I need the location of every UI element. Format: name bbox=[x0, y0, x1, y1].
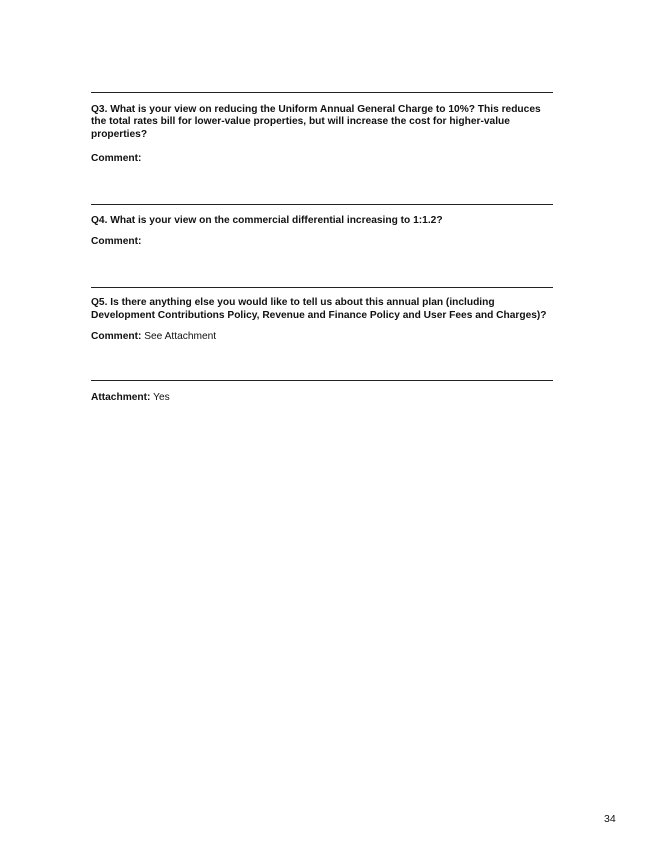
divider-q5-attachment bbox=[91, 380, 553, 381]
question-section-q5 bbox=[91, 297, 553, 343]
divider-q4-q5 bbox=[91, 287, 553, 288]
comment-value-q5: See Attachment bbox=[144, 331, 217, 343]
comment-q3 bbox=[91, 153, 553, 165]
submission-form bbox=[91, 92, 553, 404]
comment-q4 bbox=[91, 236, 553, 248]
comment-label-q3: Comment: bbox=[91, 153, 142, 165]
comment-q5 bbox=[91, 331, 553, 343]
page-number: 34 bbox=[604, 813, 616, 825]
question-q3: Q3. What is your view on reducing the Uniform Annual General Charge to 10%? This reduces the total rates bill for lower-value properties, but will increase the cost for higher-value properties? bbox=[91, 104, 541, 140]
question-q4: Q4. What is your view on the commercial differential increasing to 1:1.2? bbox=[91, 214, 443, 226]
attachment-value: Yes bbox=[153, 391, 170, 403]
divider-top bbox=[91, 92, 553, 93]
comment-label-q4: Comment: bbox=[91, 236, 142, 248]
question-section-q4 bbox=[91, 215, 553, 249]
question-q5: Q5. Is there anything else you would like to tell us about this annual plan (including Development Contributions Policy, Revenue and Finance Policy and User Fees and Charges)? bbox=[91, 297, 547, 321]
divider-q3-q4 bbox=[91, 204, 553, 205]
comment-label-q5: Comment: bbox=[91, 331, 142, 343]
attachment-line bbox=[91, 392, 553, 404]
attachment-label: Attachment: bbox=[91, 391, 151, 403]
question-section-q3 bbox=[91, 104, 553, 166]
